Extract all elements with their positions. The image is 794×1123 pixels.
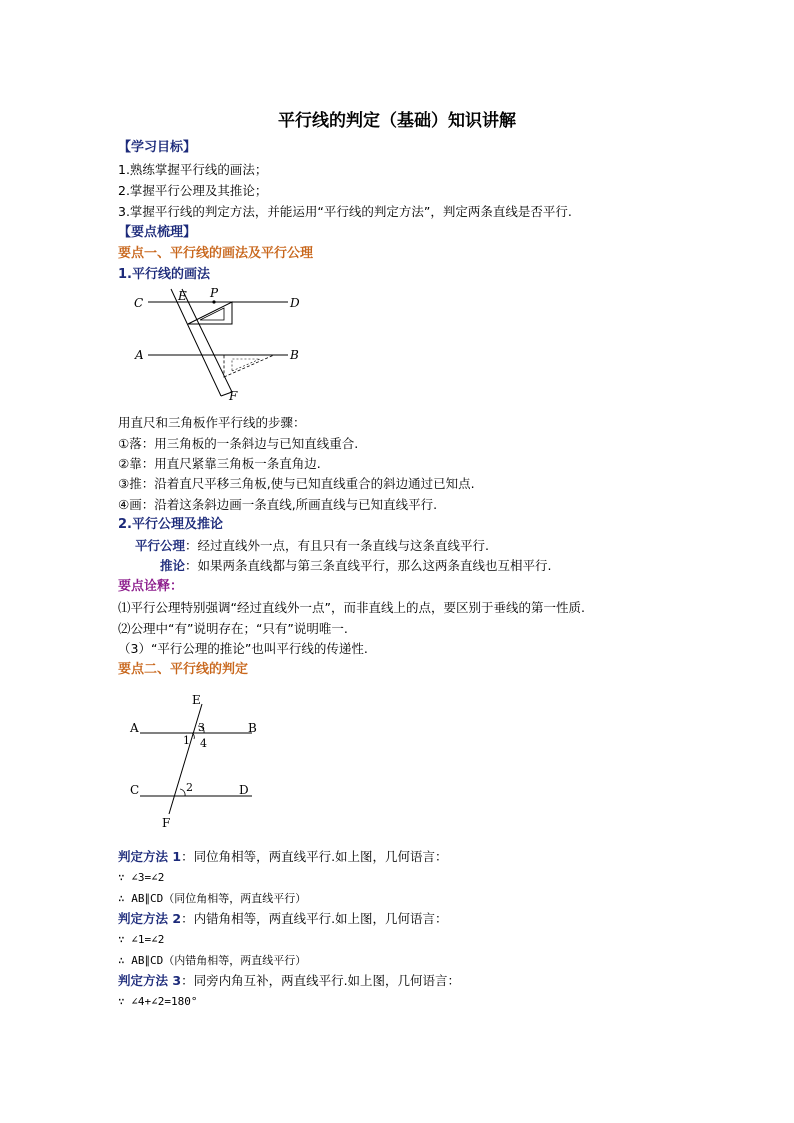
- step-item: ③推：沿着直尺平移三角板,使与已知直线重合的斜边通过已知点.: [118, 476, 475, 491]
- method-1-given: ∵ ∠3=∠2: [118, 871, 165, 884]
- points-header: 【要点梳理】: [118, 225, 197, 240]
- method-1-therefore: ∴ AB∥CD（同位角相等，两直线平行）: [118, 892, 307, 905]
- fig1-label-c: C: [134, 296, 144, 310]
- step-item: ①落：用三角板的一条斜边与已知直线重合.: [118, 436, 359, 451]
- fig1-label-e: E: [178, 289, 187, 303]
- subsection-heading-2: 2.平行公理及推论: [118, 517, 223, 532]
- fig2-label-c: C: [130, 783, 140, 797]
- method-2-label: 判定方法 2: [118, 911, 182, 926]
- corollary-line: [160, 558, 552, 574]
- step-item: ②靠：用直尺紧靠三角板一条直角边.: [118, 456, 321, 471]
- fig2-angle-3: 3: [198, 721, 205, 734]
- parallel-drawing-figure: [128, 284, 318, 402]
- fig2-angle-2: 2: [186, 781, 193, 794]
- method-2-text: ：内错角相等，两直线平行.如上图，几何语言：: [181, 911, 448, 926]
- method-1-line: [118, 849, 448, 865]
- note-item: ⑴平行公理特别强调“经过直线外一点”，而非直线上的点，要区别于垂线的第一性质.: [118, 600, 585, 615]
- fig2-label-a: A: [130, 721, 139, 735]
- method-3-line: [118, 973, 460, 989]
- axiom-label: 平行公理: [135, 538, 186, 553]
- fig1-label-p: P: [210, 286, 219, 300]
- fig2-label-f: F: [162, 816, 171, 830]
- fig1-label-d: D: [290, 296, 300, 310]
- fig2-angle-4: 4: [200, 737, 207, 750]
- step-item: ④画：沿着这条斜边画一条直线,所画直线与已知直线平行.: [118, 497, 438, 512]
- section-heading-1: 要点一、平行线的画法及平行公理: [118, 246, 314, 261]
- method-2-line: [118, 911, 448, 927]
- fig1-label-b: B: [290, 348, 299, 362]
- section-heading-2: 要点二、平行线的判定: [118, 662, 249, 677]
- goals-header: 【学习目标】: [118, 140, 197, 155]
- note-item: （3）“平行公理的推论”也叫平行线的传递性.: [118, 641, 368, 656]
- document-title: 平行线的判定（基础）知识讲解: [278, 111, 516, 131]
- goal-item: 1.熟练掌握平行线的画法；: [118, 162, 268, 177]
- method-1-label: 判定方法 1: [118, 849, 182, 864]
- corollary-text: ：如果两条直线都与第三条直线平行，那么这两条直线也互相平行.: [185, 558, 552, 573]
- subsection-heading-1: 1.平行线的画法: [118, 267, 210, 282]
- method-1-text: ：同位角相等，两直线平行.如上图，几何语言：: [181, 849, 448, 864]
- fig2-label-d: D: [239, 783, 249, 797]
- method-3-given: ∵ ∠4+∠2=180°: [118, 995, 198, 1008]
- goal-item: 2.掌握平行公理及其推论；: [118, 183, 268, 198]
- fig2-label-b: B: [248, 721, 257, 735]
- goal-item: 3.掌握平行线的判定方法，并能运用“平行线的判定方法”，判定两条直线是否平行.: [118, 204, 572, 219]
- fig2-label-e: E: [192, 693, 201, 707]
- axiom-text: ：经过直线外一点，有且只有一条直线与这条直线平行.: [185, 538, 489, 553]
- fig1-label-f: F: [229, 389, 238, 402]
- steps-intro: 用直尺和三角板作平行线的步骤：: [118, 415, 306, 430]
- fig1-label-a: A: [135, 348, 144, 362]
- method-3-text: ：同旁内角互补，两直线平行.如上图，几何语言：: [181, 973, 461, 988]
- method-3-label: 判定方法 3: [118, 973, 182, 988]
- notes-header: 要点诠释：: [118, 579, 184, 594]
- axiom-line: [135, 538, 489, 554]
- method-2-therefore: ∴ AB∥CD（内错角相等，两直线平行）: [118, 954, 307, 967]
- method-2-given: ∵ ∠1=∠2: [118, 933, 165, 946]
- corollary-label: 推论: [160, 558, 186, 573]
- transversal-figure: [122, 690, 272, 832]
- note-item: ⑵公理中“有”说明存在；“只有”说明唯一.: [118, 621, 348, 636]
- fig2-angle-1: 1: [183, 734, 190, 747]
